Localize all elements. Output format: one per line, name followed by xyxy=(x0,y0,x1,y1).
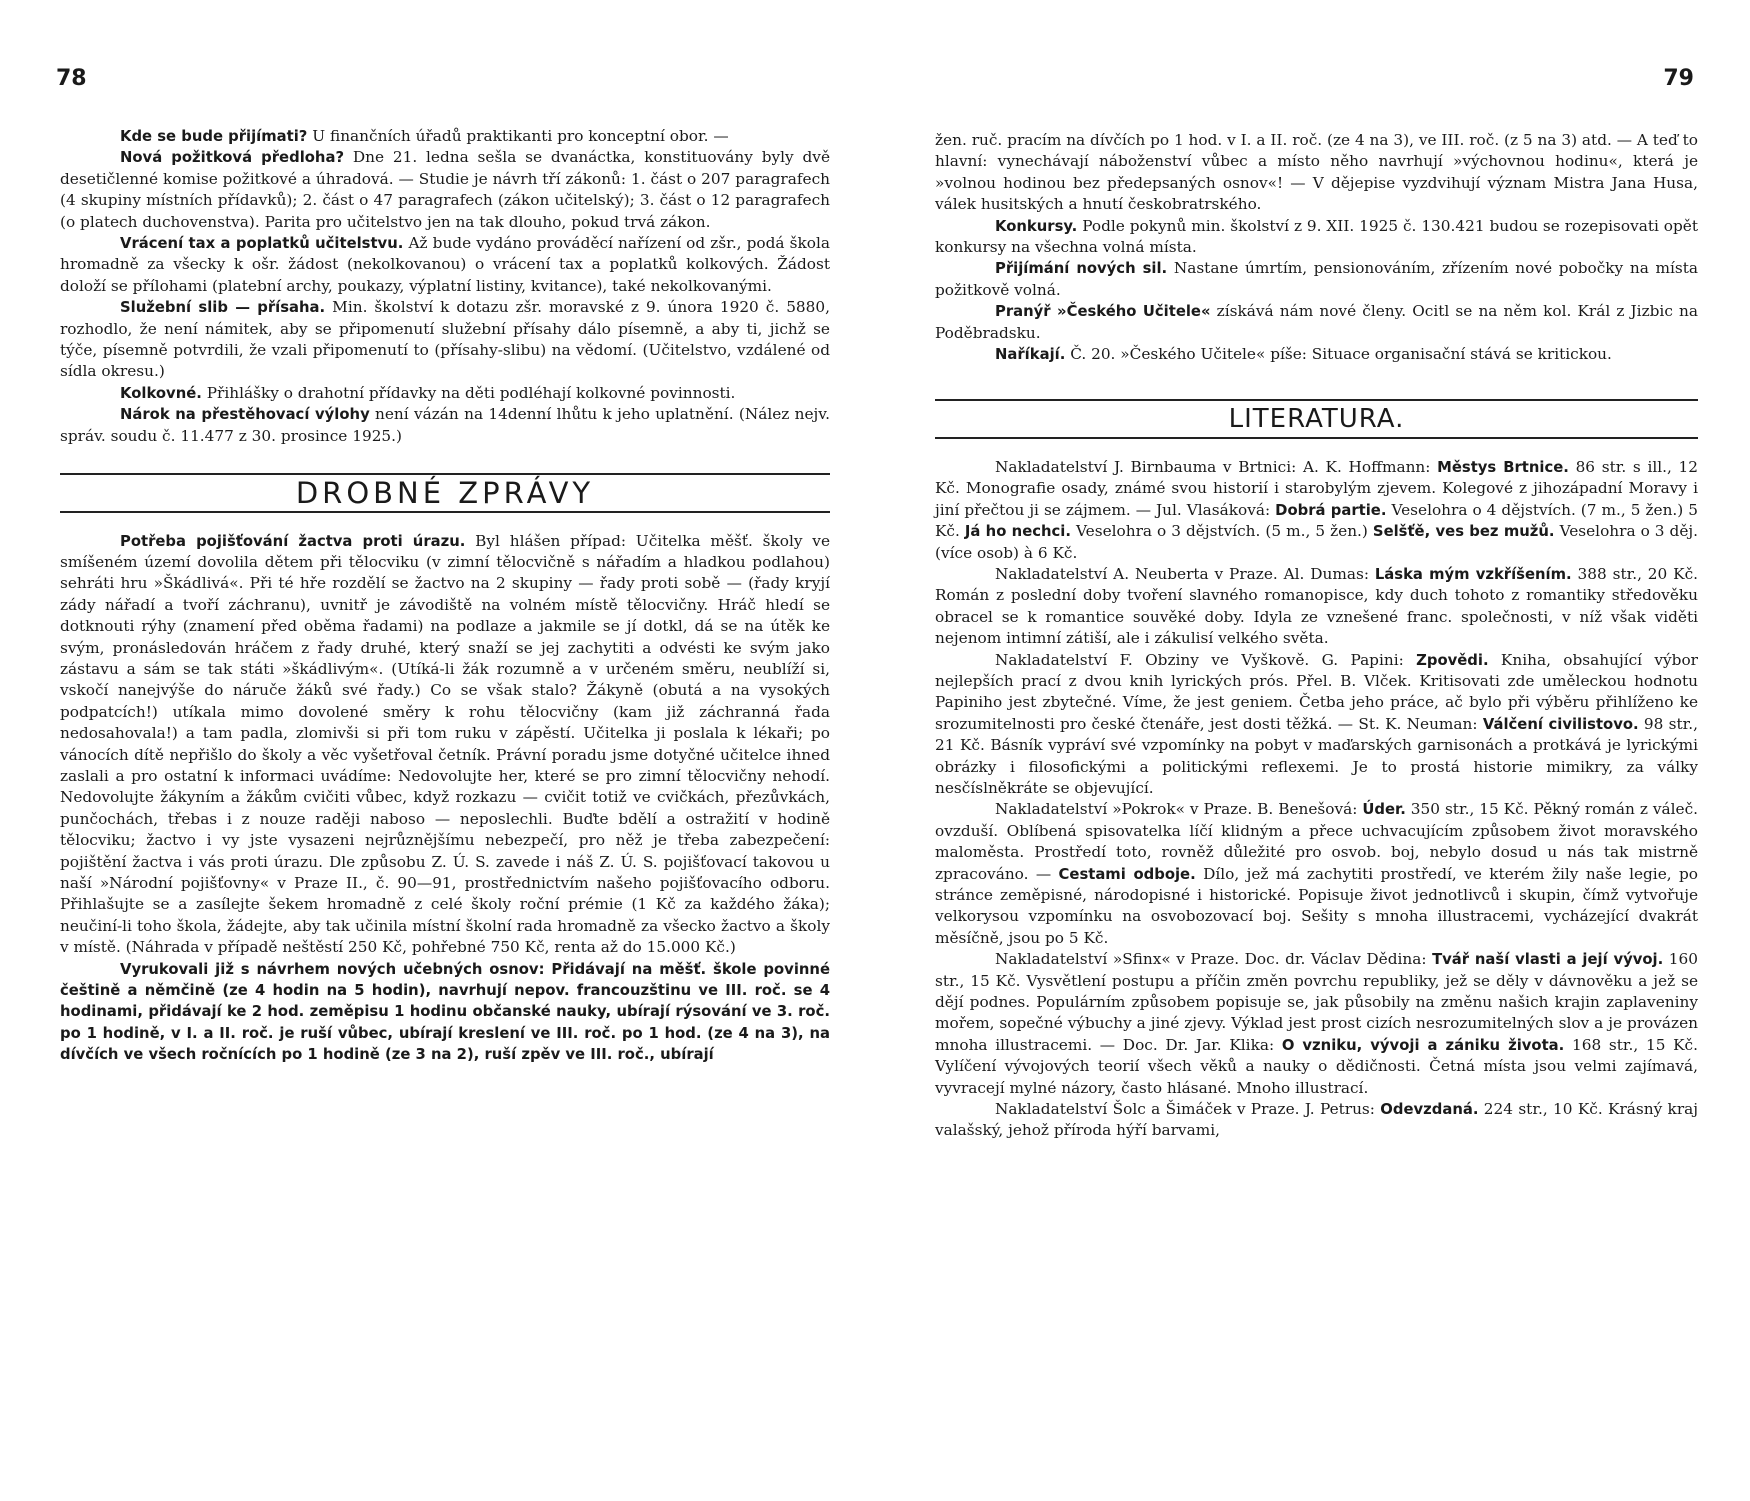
literature-entry xyxy=(935,949,1698,1099)
entry-text: 168 str., 15 Kč. Vylíčení vývojových teorií všech věků a nauky o dědičnosti. Četná místa jsou velmi zajímavá, vyvracejí mylné názory, často hlásané. Mnoho illustrací. xyxy=(935,1035,1698,1097)
book-title: Dobrá partie. xyxy=(1275,501,1387,519)
entry-text: 388 str., 20 Kč. Román z poslední doby tvoření slavného romanopisce, kdy duch tohoto z romantiky středověku obracel se k romantice souvěké doby. Idyla ze vznešené franc. společnosti, v níž však viděti nejenom intimní zátiší, ale i zákulisí velkého světa. xyxy=(935,564,1698,648)
paragraph-text: získává nám nové členy. Ocitl se na něm kol. Král z Jizbic na Poděbradsku. xyxy=(935,302,1698,342)
left-column xyxy=(60,126,830,1066)
paragraph-text: Až bude vydáno prováděcí nařízení od zšr., podá škola hromadně za všecky k ošr. žádost (nekolkovanou) o vrácení tax a poplatků kolkových. Žádost doloží se přílohami (platební archy, poukazy, výplatní listiny, kvitance), také nekolkovanými. xyxy=(60,234,830,295)
paragraph xyxy=(935,344,1698,365)
literature-entry xyxy=(935,457,1698,564)
paragraph xyxy=(935,216,1698,259)
paragraph-text: není vázán na 14denní lhůtu k jeho uplatnění. (Nález nejv. správ. soudu č. 11.477 z 30. prosince 1925.) xyxy=(60,405,830,445)
drobne-zpravy-items xyxy=(60,531,830,1066)
entry-text: 160 str., 15 Kč. Vysvětlení postupu a příčin změn povrchu republiky, jež se děly v dávnověku a jež se dějí podnes. Populárním způsobem popisuje se, jak působily na změnu našich krajin zaplaveniny mořem, sopečné výbuchy a jiné zjevy. Výklad jest prost cizích nesrozumitelných slov a je provázen mnoha illustracemi. — Doc. Dr. Jar. Klika: xyxy=(935,950,1698,1054)
entry-text: Nakladatelství A. Neuberta v Praze. Al. Dumas: xyxy=(995,564,1375,583)
paragraph-lead: Potřeba pojišťování žactva proti úrazu. xyxy=(120,532,466,550)
book-title: Válčení civilistovo. xyxy=(1482,715,1639,733)
news-items xyxy=(935,130,1698,365)
entry-text: Nakladatelství »Sfinx« v Praze. Doc. dr. Václav Dědina: xyxy=(995,950,1433,969)
entry-text: 224 str., 10 Kč. Krásný kraj valašský, jehož příroda hýří barvami, xyxy=(935,1100,1698,1140)
literature-entry xyxy=(935,1099,1698,1142)
paragraph-lead: Naříkají. xyxy=(995,346,1066,364)
entry-text: 350 str., 15 Kč. Pěkný román z váleč. ovzduší. Oblíbená spisovatelka líčí klidným a přece uchvacujícím způsobem život moravského maloměsta. Prostředí toto, rovněž důležité pro osvob. boj, nebylo dosud u nás tak mistrně zpracováno. — xyxy=(935,800,1699,883)
paragraph-text: U finančních úřadů praktikanti pro konceptní obor. — xyxy=(307,127,729,145)
entry-text: Dílo, jež má zachytiti prostředí, ve kterém žily naše legie, po stránce zeměpisné, národopisné i historické. Popisuje život jednotlivců i skupin, čímž vytvořuje velkorysou vzpomínku na osvobozovací boj. Sešity s mnoha illustracemi, vycházející dvakrát měsíčně, jsou po 5 Kč. xyxy=(935,864,1698,947)
book-title: Láska mým vzkříšením. xyxy=(1374,565,1572,583)
book-title: Selšťě, ves bez mužů. xyxy=(1372,523,1555,541)
entry-text: Veselohra o 3 děj. (více osob) à 6 Kč. xyxy=(935,522,1698,562)
section-title: DROBNÉ ZPRÁVY xyxy=(295,476,595,511)
paragraph-lead: Vrácení tax a poplatků učitelstvu. xyxy=(120,235,404,253)
news-items xyxy=(60,126,830,447)
literature-entry xyxy=(935,650,1698,800)
entry-text: 98 str., 21 Kč. Básník vypráví své vzpomínky na pobyt v maďarských garnisonách a protkává je lyrickými obrázky i filosofickými a politickými reflexemi. Je to prostá historie mimikry, za války nesčíslněkráte se objevující. xyxy=(935,714,1698,797)
paragraph xyxy=(60,297,830,383)
rule-top xyxy=(935,399,1698,401)
paragraph-text: Byl hlášen případ: Učitelka měšť. školy ve smíšeném území dovolila dětem při tělocviku (v zimní tělocvičně s nářadím a hladkou podlahou) sehráti hru »Škádlivá«. Při té hře rozdělí se žactvo na 2 skupiny — řady proti sobě — (řady kryjí zády nářadí a tvoří záchranu), uvnitř je závodiště na volném místě tělocvičny. Hráč hledí se dotknouti rýhy (znamení před oběma řadami) na podlaze a jakmile se jí dotkl, dá se na útěk ke svým, pronásledován hráčem z řady druhé, který snaží se jej zachytiti a odvésti ke svým jako zástavu a sám se tak státi »škádlivým«. (Utíká-li žák rozumně a v určeném směru, neublíží si, vskočí nanejvýše do náruče žáků své řady.) Co se však stalo? Žákyně (obutá a na vysokých podpatcích!) utíkala mimo dovolené směry k rohu tělocvičny (kam již záchranná řada nedosahovala!) a tam padla, zlomivši si při tom ruku v zápěstí. Učitelka ji poslala k lékaři; po vánocích dítě nepřišlo do školy a věc vyšetřoval četník. Právní poradu jsme dotyčné učitelce ihned zaslali a pro ostatní k informaci uvádíme: Nedovolujte her, které se pro zimní tělocvičny nehodí. Nedovolujte žákyním a žákům cvičiti vůbec, když rozkazu — cvičit totiž ve cvičkách, přezůvkách, punčochách, třebas i z nouze raději naboso — neposlechli. Buďte bdělí a ostražití v hodině tělocviku; žactvo i vy jste vysazeni nejrůznějšímu nebezpečí, pro něž je třeba zabezpečení: pojištění žactva i vás proti úrazu. Dle způsobu Z. Ú. S. zavede i náš Z. Ú. S. pojišťovací takovou u naší »Národní pojišťovny« v Praze II., č. 90—91, prostřednictvím našeho pojišťovacího odboru. Přihlašujte se a zasílejte šekem hromadně z celé školy roční prémie (1 Kč za každého žáka); neučiní-li toho škola, žádejte, aby tak učinila místní školní rada hromadně za všecko žactvo a školy v místě. (Náhrada v případě neštěstí 250 Kč, pohřebné 750 Kč, renta až do 15.000 Kč.) xyxy=(60,531,831,957)
paragraph-text: žen. ruč. pracím na dívčích po 1 hod. v I. a II. roč. (ze 4 na 3), ve III. roč. (z 5 na 3) atd. — A teď to hlavní: vynechávají náboženství vůbec a místo něho navrhují »výchovnou hodinu«, která je »volnou hodinou bez předepsaných osnov«! — V dějepise vyzdvihují význam Mistra Jana Husa, válek husitských a hnutí českobratrského. xyxy=(935,131,1698,214)
paragraph xyxy=(60,126,830,147)
paragraph-lead: Pranýř »Českého Učitele« xyxy=(995,303,1211,321)
section-literatura xyxy=(935,399,1698,438)
book-title: Cestami odboje. xyxy=(1058,865,1196,883)
book-title: Zpovědi. xyxy=(1416,651,1489,669)
paragraph-lead: Kde se bude přijímati? xyxy=(120,128,308,145)
literature-entry xyxy=(935,799,1698,949)
entry-text: Nakladatelství »Pokrok« v Praze. B. Benešová: xyxy=(995,800,1363,819)
paragraph-lead: Nárok na přestěhovací výlohy xyxy=(120,406,370,424)
entry-text: Veselohra o 4 dějstvích. (7 m., 5 žen.) 5 Kč. xyxy=(935,500,1698,541)
section-title: LITERATURA. xyxy=(1228,404,1405,435)
book-title: Já ho nechci. xyxy=(964,523,1072,541)
literatura-items xyxy=(935,457,1698,1142)
paragraph xyxy=(60,959,830,1066)
paragraph xyxy=(60,531,830,959)
entry-text: Kniha, obsahující výbor nejlepších prací z dvou knih lyrických prós. Přel. B. Vlček. Kritisovati zde uměleckou hodnotu Papiniho jest zbytečné. Víme, že jest geniem. Četba jeho práce, ač bylo při výběru přihlíženo ke srozumitelnosti pro české čtenáře, jest dosti těžká. — St. K. Neuman: xyxy=(935,650,1698,733)
rule-bottom xyxy=(935,437,1698,439)
paragraph-text: Podle pokynů min. školství z 9. XII. 1925 č. 130.421 budou se rozepisovati opět konkursy na všechna volná místa. xyxy=(935,216,1698,257)
entry-text: 86 str. s ill., 12 Kč. Monografie osady, známé svou historií i starobylým zjevem. Kolegové z jihozápadní Moravy i jiní přečtou ji se zájmem. — Jul. Vlasáková: xyxy=(935,457,1698,519)
paragraph xyxy=(935,130,1698,216)
book-title: O vzniku, vývoji a zániku života. xyxy=(1281,1036,1565,1054)
entry-text: Nakladatelství F. Obziny ve Vyškově. G. Papini: xyxy=(995,650,1417,669)
paragraph xyxy=(60,233,830,297)
entry-text: Veselohra o 3 dějstvích. (5 m., 5 žen.) xyxy=(1071,522,1373,541)
paragraph-lead: Vyrukovali již s návrhem nových učebných osnov: Přidávají na měšť. škole povinné češtině a němčině (ze 4 hodin na 5 hodin), navrhují nepov. francouzštinu ve III. roč. se 4 hodinami, přidávají ke 2 hod. zeměpisu 1 hodinu občanské nauky, ubírají rýsování ve 3. roč. po 1 hodině, v I. a II. roč. je ruší vůbec, ubírají kreslení ve III. roč. po 1 hod. (ze 4 na 3), na dívčích ve všech ročnících po 1 hodině (ze 3 na 2), ruší zpěv ve III. roč., ubírají xyxy=(60,960,830,1064)
right-page xyxy=(875,0,1750,1501)
paragraph-text: Min. školství k dotazu zšr. moravské z 9. února 1920 č. 5880, rozhodlo, že není námitek, aby se připomenutí služební přísahy dálo písemně, a aby ti, jichž se týče, písemně potvrdili, že vzali připomenutí to (přísahy-slibu) na vědomí. (Učitelstvo, vzdálené od sídla okresu.) xyxy=(60,298,830,381)
paragraph-text: Nastane úmrtím, pensionováním, zřízením nové pobočky na místa požitkově volná. xyxy=(935,259,1699,299)
section-drobne-zpravy xyxy=(60,473,830,512)
paragraph-lead: Přijímání nových sil. xyxy=(995,260,1168,278)
book-title: Tvář naší vlasti a její vývoj. xyxy=(1432,951,1664,969)
book-title: Odevzdaná. xyxy=(1380,1101,1479,1119)
paragraph-lead: Kolkovné. xyxy=(120,384,202,402)
page-number: 79 xyxy=(1663,66,1694,91)
paragraph-lead: Služební slib — přísaha. xyxy=(120,299,326,317)
entry-text: Nakladatelství J. Birnbauma v Brtnici: A. K. Hoffmann: xyxy=(995,457,1438,476)
paragraph xyxy=(935,301,1698,344)
book-title: Městys Brtnice. xyxy=(1437,458,1569,476)
entry-text: Nakladatelství Šolc a Šimáček v Praze. J. Petrus: xyxy=(995,1100,1381,1119)
book-title: Úder. xyxy=(1362,801,1406,819)
paragraph-text: Dne 21. ledna sešla se dvanáctka, konstituovány byly dvě desetičlenné komise požitkové a úhradová. — Studie je návrh tří zákonů: 1. část o 207 paragrafech (4 skupiny místních přídavků); 2. část o 47 paragrafech (zákon učitelský); 3. část o 12 paragrafech (o platech duchovenstva). Parita pro učitelstvo jen na tak dlouho, pokud trvá zákon. xyxy=(60,148,831,231)
literature-entry xyxy=(935,564,1698,650)
paragraph-text: Přihlášky o drahotní přídavky na děti podléhají kolkovné povinnosti. xyxy=(201,383,736,402)
paragraph xyxy=(60,383,830,404)
paragraph xyxy=(60,404,830,447)
rule-top xyxy=(60,473,830,475)
paragraph-lead: Konkursy. xyxy=(995,217,1078,235)
paragraph-text: Č. 20. »Českého Učitele« píše: Situace organisační stává se kritickou. xyxy=(1065,345,1612,364)
rule-bottom xyxy=(60,511,830,513)
paragraph-lead: Nová požitková předloha? xyxy=(120,149,345,167)
page-number: 78 xyxy=(56,66,87,91)
paragraph xyxy=(60,147,830,233)
right-column xyxy=(935,130,1698,1142)
paragraph xyxy=(935,258,1698,301)
